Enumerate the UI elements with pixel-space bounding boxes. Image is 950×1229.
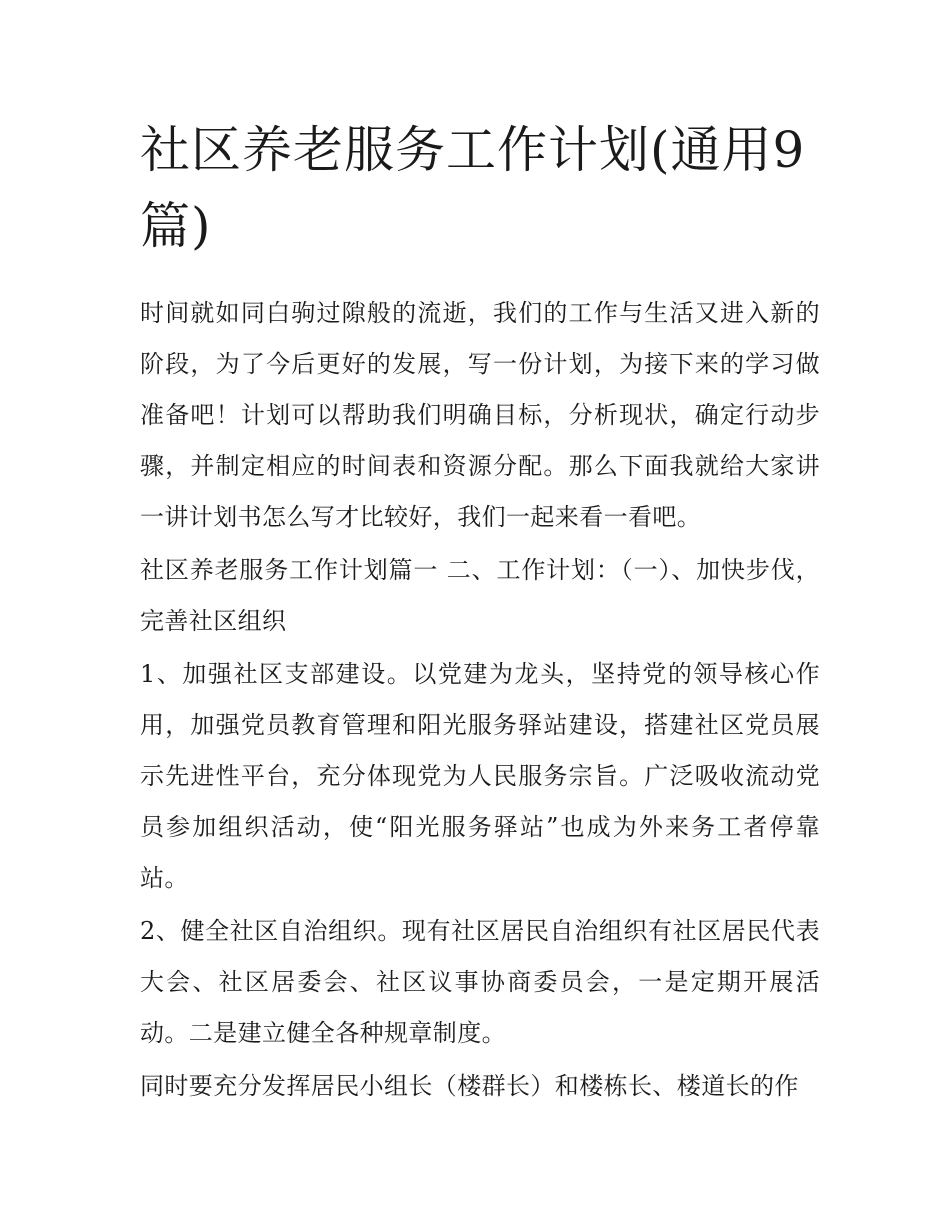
paragraph-item-1: 1、加强社区支部建设。以党建为龙头，坚持党的领导核心作用，加强党员教育管理和阳光服务驿站建设，搭建社区党员展示先进性平台，充分体现党为人民服务宗旨。广泛吸收流动党员参加组织活动，使“阳光服务驿站”也成为外来务工者停靠站。 [140, 660, 820, 892]
paragraph-section-heading: 社区养老服务工作计划篇一 二、工作计划：（一）、加快步伐，完善社区组织 [140, 556, 820, 635]
paragraph-intro: 时间就如同白驹过隙般的流逝，我们的工作与生活又进入新的阶段，为了今后更好的发展，写一份计划，为接下来的学习做准备吧！计划可以帮助我们明确目标，分析现状，确定行动步骤，并制定相应的时间表和资源分配。那么下面我就给大家讲一讲计划书怎么写才比较好，我们一起来看一看吧。 [140, 299, 820, 531]
document-page [140, 112, 820, 1114]
paragraph-item-2: 2、健全社区自治组织。现有社区居民自治组织有社区居民代表大会、社区居委会、社区议事协商委员会，一是定期开展活动。二是建立健全各种规章制度。 [140, 917, 820, 1047]
document-title: 社区养老服务工作计划(通用9篇) [140, 121, 806, 255]
paragraph-continuation: 同时要充分发挥居民小组长（楼群长）和楼栋长、楼道长的作 [140, 1072, 799, 1100]
